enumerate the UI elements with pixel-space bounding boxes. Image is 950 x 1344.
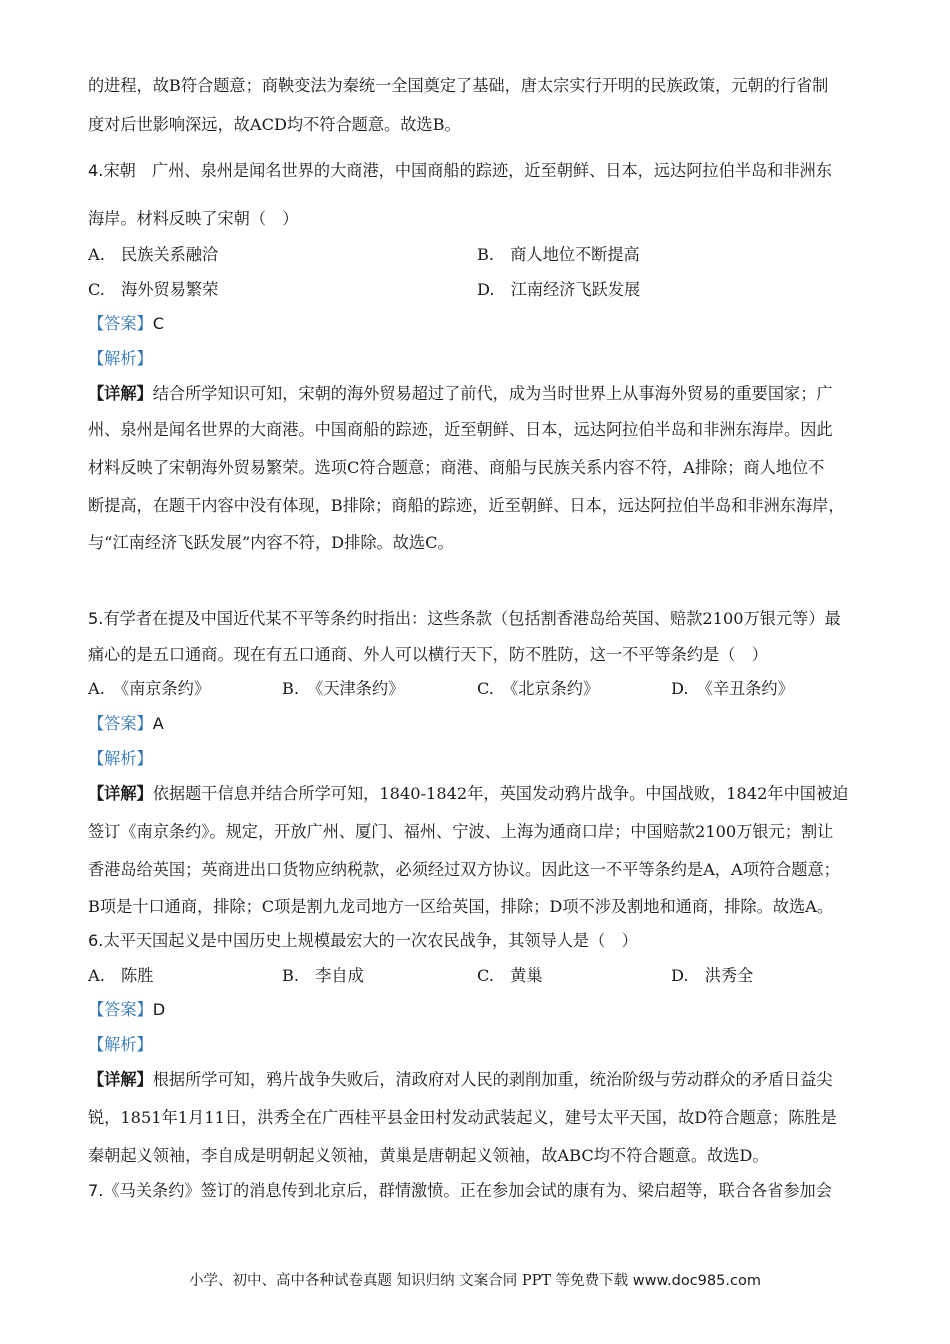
- q4-stem-line-2: 海岸。材料反映了宋朝（ ）: [88, 209, 299, 228]
- q5-stem-text: 有学者在提及中国近代某不平等条约时指出：这些条款（包括割香港岛给英国、赔款2100万银元等）最: [103, 609, 841, 628]
- q6-answer-line: [88, 1000, 165, 1020]
- q6-detail-line-1: [88, 1070, 833, 1090]
- q7-stem-line-1: [88, 1181, 832, 1201]
- q5-detail-line-4: B项是十口通商，排除；C项是割九龙司地方一区给英国，排除；D项不涉及割地和通商，排除。故选A。: [88, 897, 834, 916]
- q4-answer-line: [88, 314, 164, 334]
- q5-option-a: A. 《南京条约》: [88, 679, 211, 698]
- footer-text: 小学、初中、高中各种试卷真题 知识归纳 文案合同 PPT 等免费下载: [189, 1273, 629, 1289]
- q4-answer-value: C: [152, 314, 165, 333]
- q4-option-a: A. 民族关系融洽: [88, 245, 219, 264]
- q5-detail-line-2: 签订《南京条约》。规定，开放广州、厦门、福州、宁波、上海为通商口岸；中国赔款2100万银元；割让: [88, 822, 834, 841]
- page-footer: [0, 1269, 950, 1290]
- q4-stem-text: 宋朝 广州、泉州是闻名世界的大商港，中国商船的踪迹，近至朝鲜、日本，远达阿拉伯半岛和非洲东: [103, 161, 832, 180]
- q4-number: 4.: [88, 161, 104, 180]
- q5-detail-text: 依据题干信息并结合所学可知，1840-1842年，英国发动鸦片战争。中国战败，1842年中国被迫: [152, 784, 849, 803]
- q4-stem-line-1: [88, 161, 832, 181]
- q7-number: 7.: [88, 1181, 104, 1200]
- footer-url[interactable]: www.doc985.com: [632, 1273, 761, 1289]
- q3-analysis-line-2: 度对后世影响深远，故ACD均不符合题意。故选B。: [88, 115, 461, 134]
- q4-detail-line-2: 州、泉州是闻名世界的大商港。中国商船的踪迹，近至朝鲜、日本，远达阿拉伯半岛和非洲东海岸。因此: [88, 420, 833, 439]
- q4-option-c: C. 海外贸易繁荣: [88, 280, 219, 299]
- q6-detail-text: 根据所学可知，鸦片战争失败后，清政府对人民的剥削加重，统治阶级与劳动群众的矛盾日益尖: [152, 1070, 833, 1089]
- q3-analysis-line-1: 的进程，故B符合题意；商鞅变法为秦统一全国奠定了基础，唐太宗实行开明的民族政策，元朝的行省制: [88, 76, 829, 95]
- q5-stem-line-2: 痛心的是五口通商。现在有五口通商、外人可以横行天下，防不胜防，这一不平等条约是（ ）: [88, 645, 768, 664]
- q4-option-b: B. 商人地位不断提高: [477, 245, 640, 264]
- q6-stem-text: 太平天国起义是中国历史上规模最宏大的一次农民战争，其领导人是（ ）: [103, 931, 638, 950]
- q5-option-d: D. 《辛丑条约》: [671, 679, 794, 698]
- q4-detail-line-1: [88, 384, 833, 404]
- q5-number: 5.: [88, 609, 104, 628]
- q6-option-b: B. 李自成: [282, 966, 364, 985]
- q5-option-c: C. 《北京条约》: [477, 679, 600, 698]
- q4-option-d: D. 江南经济飞跃发展: [477, 280, 641, 299]
- q4-analysis-label: 【解析】: [88, 349, 153, 368]
- q5-answer-line: [88, 714, 164, 734]
- q5-analysis-label: 【解析】: [88, 749, 153, 768]
- q6-detail-line-3: 秦朝起义领袖，李自成是明朝起义领袖，黄巢是唐朝起义领袖，故ABC均不符合题意。故选D。: [88, 1146, 769, 1165]
- q5-detail-line-3: 香港岛给英国；英商进出口货物应纳税款，必须经过双方协议。因此这一不平等条约是A，A项符合题意；: [88, 860, 840, 879]
- q5-stem-line-1: [88, 609, 841, 629]
- q4-detail-line-4: 断提高，在题干内容中没有体现，B排除；商船的踪迹，近至朝鲜、日本，远达阿拉伯半岛和非洲东海岸，: [88, 496, 845, 515]
- q4-detail-line-5: 与“江南经济飞跃发展”内容不符，D排除。故选C。: [88, 533, 454, 552]
- q5-answer-label: 【答案】: [88, 714, 153, 733]
- q4-detail-label: 【详解】: [88, 384, 153, 403]
- q4-detail-text: 结合所学知识可知，宋朝的海外贸易超过了前代，成为当时世界上从事海外贸易的重要国家；广: [152, 384, 833, 403]
- q5-detail-line-1: [88, 784, 848, 804]
- q6-detail-label: 【详解】: [88, 1070, 153, 1089]
- q6-number: 6.: [88, 931, 104, 950]
- q6-option-c: C. 黄巢: [477, 966, 543, 985]
- q6-option-d: D. 洪秀全: [671, 966, 754, 985]
- q6-option-a: A. 陈胜: [88, 966, 154, 985]
- q7-stem-text: 《马关条约》签订的消息传到北京后，群情激愤。正在参加会试的康有为、梁启超等，联合各省参加会: [103, 1181, 832, 1200]
- q4-answer-label: 【答案】: [88, 314, 153, 333]
- q6-detail-line-2: 锐，1851年1月11日，洪秀全在广西桂平县金田村发动武装起义，建号太平天国，故D符合题意；陈胜是: [88, 1108, 837, 1127]
- q5-detail-label: 【详解】: [88, 784, 153, 803]
- q6-answer-label: 【答案】: [88, 1000, 153, 1019]
- q6-stem-line-1: [88, 931, 638, 951]
- q5-answer-value: A: [152, 714, 164, 733]
- q6-answer-value: D: [152, 1000, 166, 1019]
- q4-detail-line-3: 材料反映了宋朝海外贸易繁荣。选项C符合题意；商港、商船与民族关系内容不符，A排除；商人地位不: [88, 458, 825, 477]
- q5-option-b: B. 《天津条约》: [282, 679, 405, 698]
- q6-analysis-label: 【解析】: [88, 1035, 153, 1054]
